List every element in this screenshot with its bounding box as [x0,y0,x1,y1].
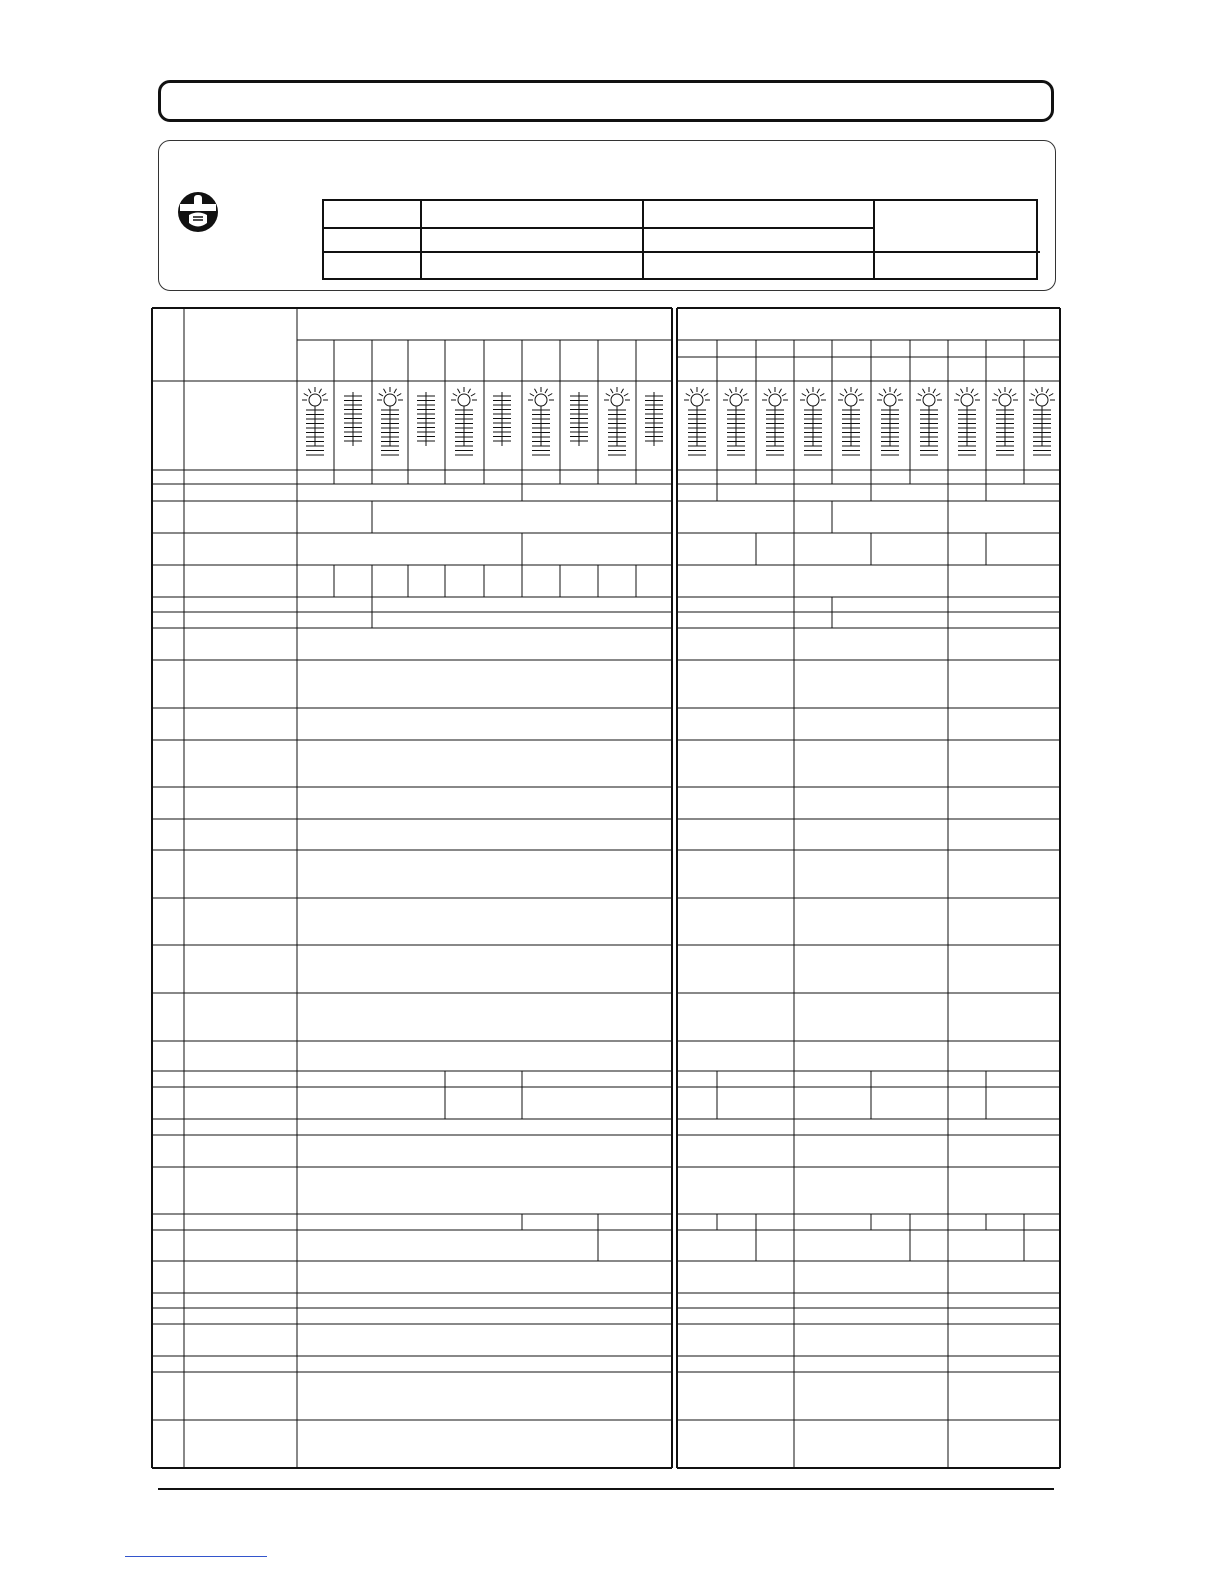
bulb-comb-icon [604,387,630,455]
comb-icon [344,392,362,446]
bulb-comb-icon [377,387,403,455]
bulb-comb-icon [684,387,710,455]
bulb-comb-icon [762,387,788,455]
bulb-comb-icon [954,387,980,455]
bulb-comb-icon [916,387,942,455]
comb-icon [570,392,588,446]
comb-icon [493,392,511,446]
bulb-comb-icon [1029,387,1055,455]
comb-icon [417,392,435,446]
bulb-comb-icon [528,387,554,455]
bulb-comb-icon [800,387,826,455]
bulb-comb-icon [302,387,328,455]
bulb-comb-icon [451,387,477,455]
bulb-comb-icon [877,387,903,455]
footer-link[interactable] [125,1556,267,1557]
bulb-comb-icon [838,387,864,455]
comb-icon [645,392,663,446]
bulb-comb-icon [992,387,1018,455]
bulb-comb-icon [723,387,749,455]
footer-rule [158,1488,1054,1490]
